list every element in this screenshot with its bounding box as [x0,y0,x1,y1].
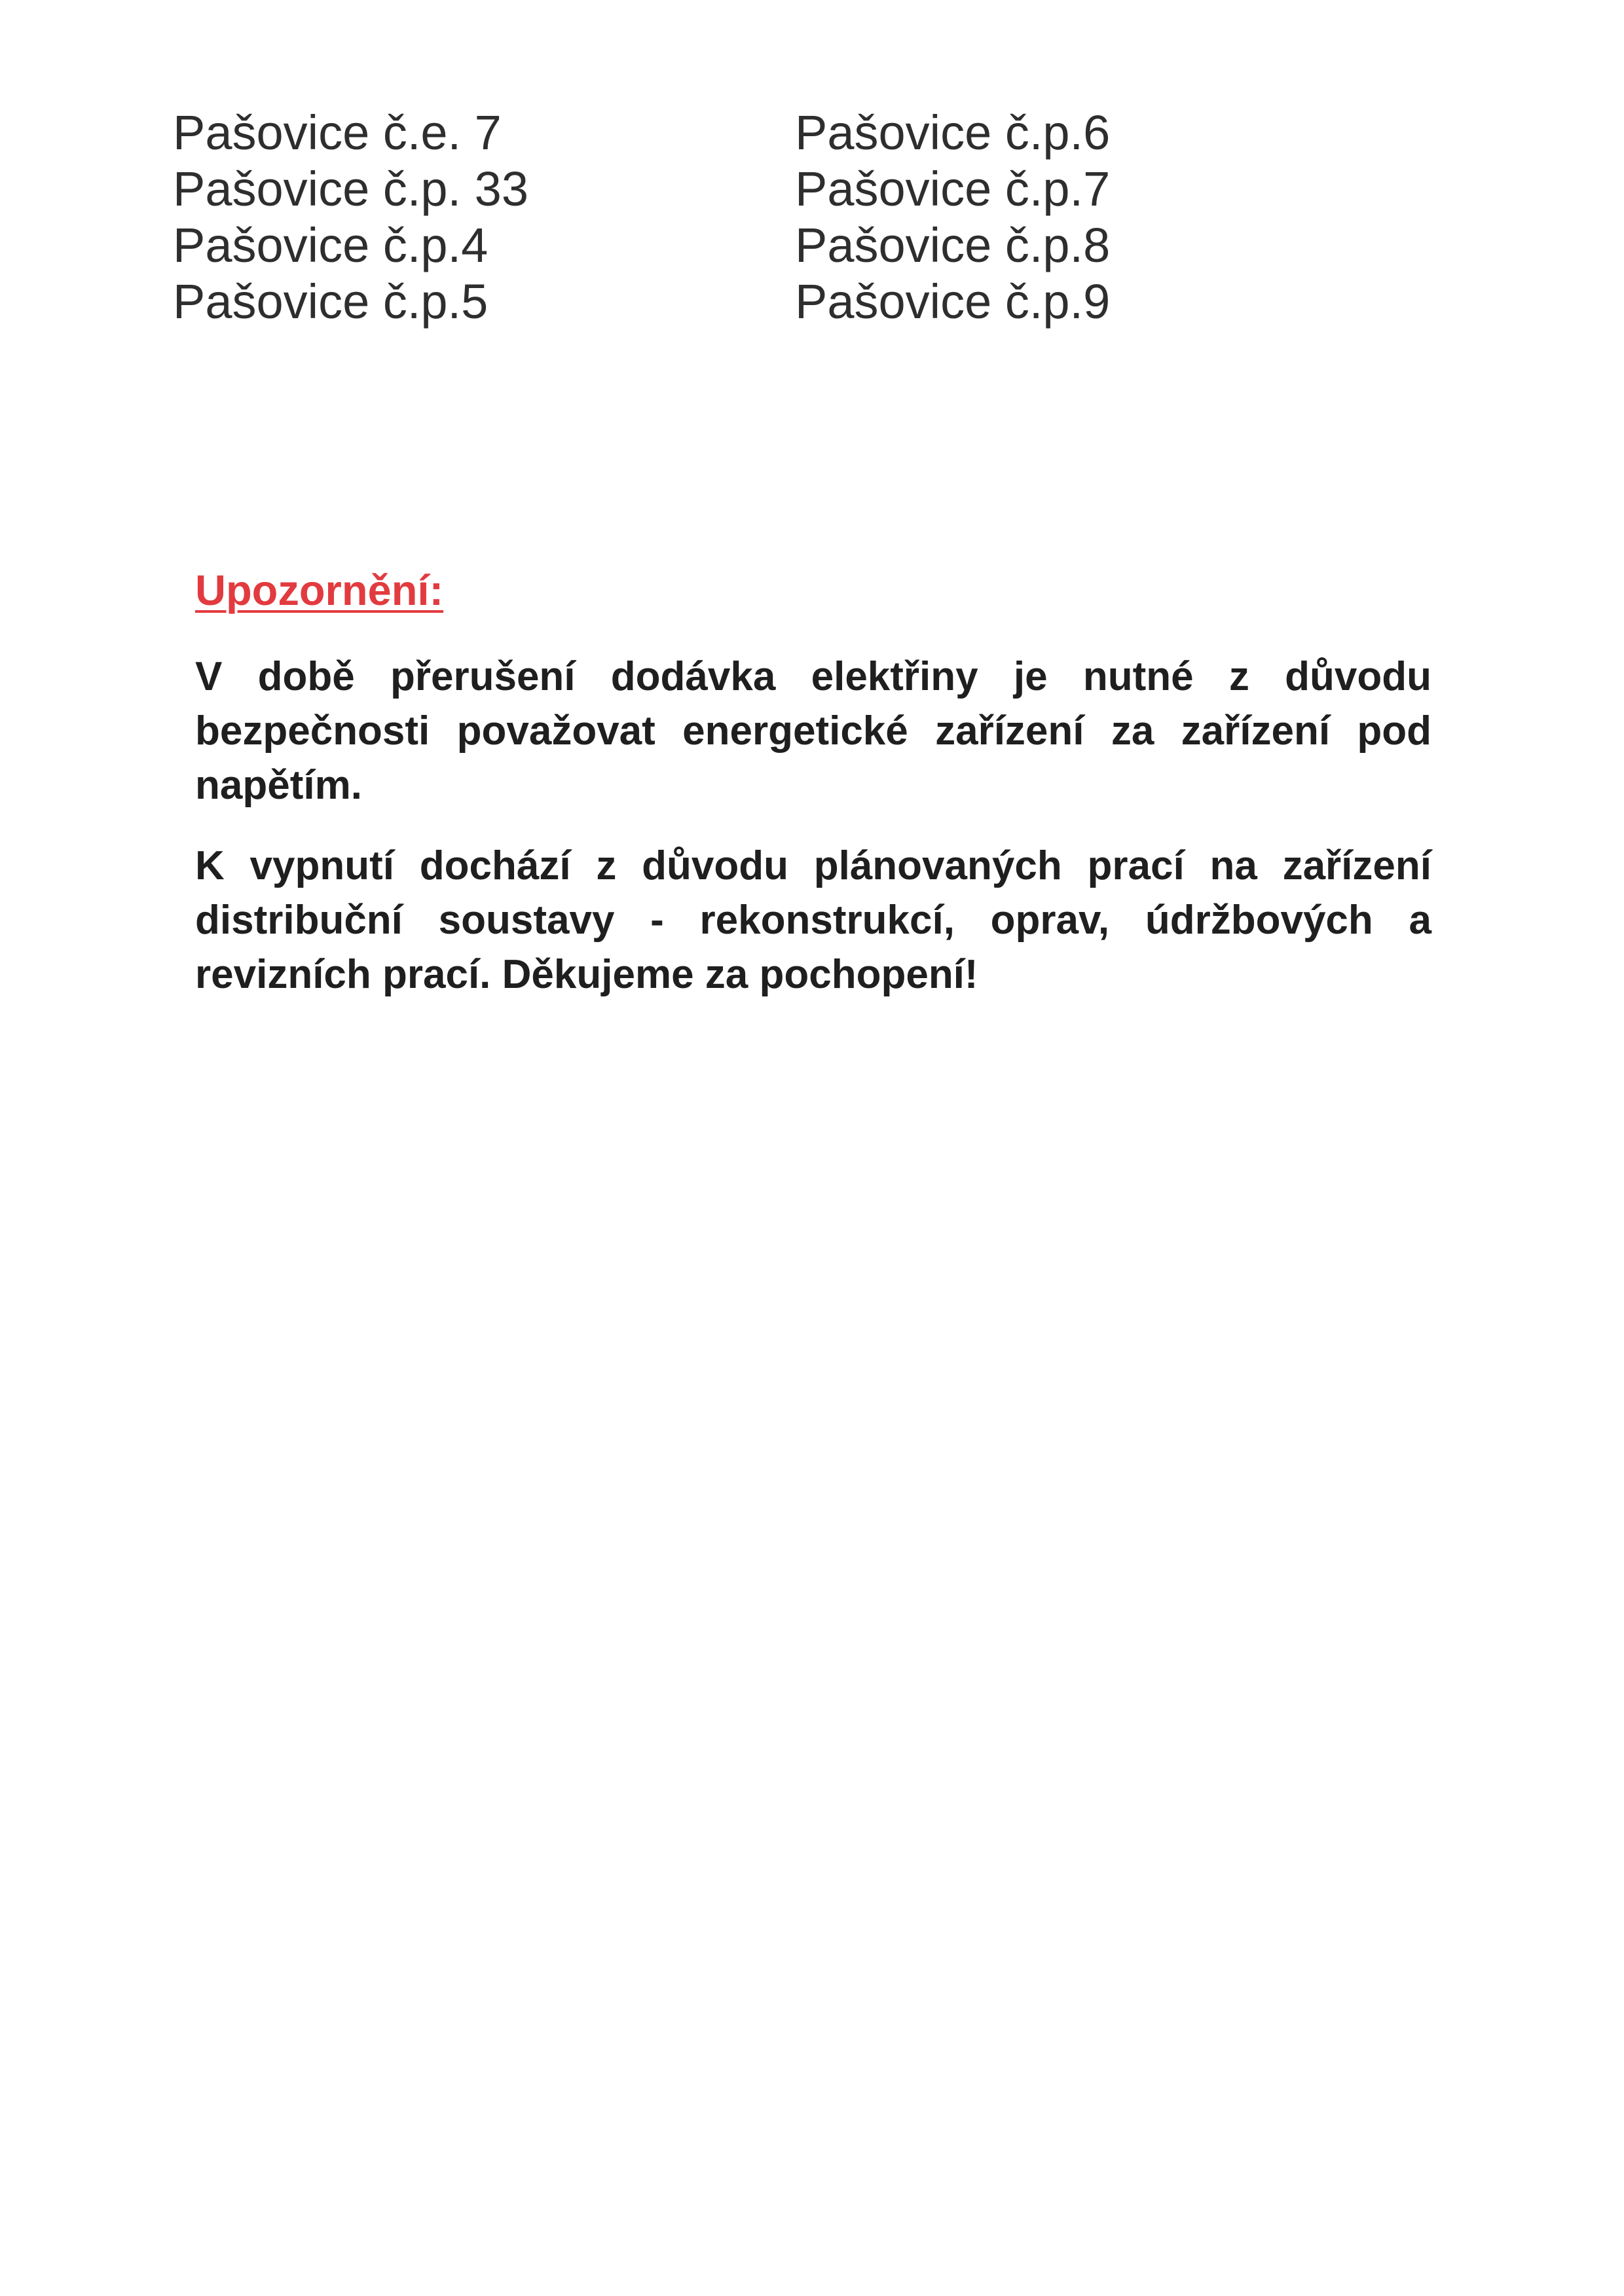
address-item: Pašovice č.p.9 [795,274,1111,329]
address-item: Pašovice č.p.5 [173,274,489,329]
address-item: Pašovice č.p.8 [795,218,1111,272]
notice-heading: Upozornění: [195,566,444,614]
address-item: Pašovice č.e. 7 [173,105,502,160]
address-item: Pašovice č.p.6 [795,105,1111,160]
notice-section [195,564,1431,1002]
address-item: Pašovice č.p. 33 [173,162,528,216]
address-item: Pašovice č.p.7 [795,162,1111,216]
address-list [173,105,1483,330]
notice-paragraph-safety: V době přerušení dodávka elektřiny je nutné z důvodu bezpečnosti považovat energetické zařízení za zařízení pod napětím. [195,654,1431,808]
notice-paragraph-reason: K vypnutí dochází z důvodu plánovaných prací na zařízení distribuční soustavy - rekonstrukcí, oprav, údržbových a revizních prací. Děkujeme za pochopení! [195,843,1431,997]
address-item: Pašovice č.p.4 [173,218,489,272]
